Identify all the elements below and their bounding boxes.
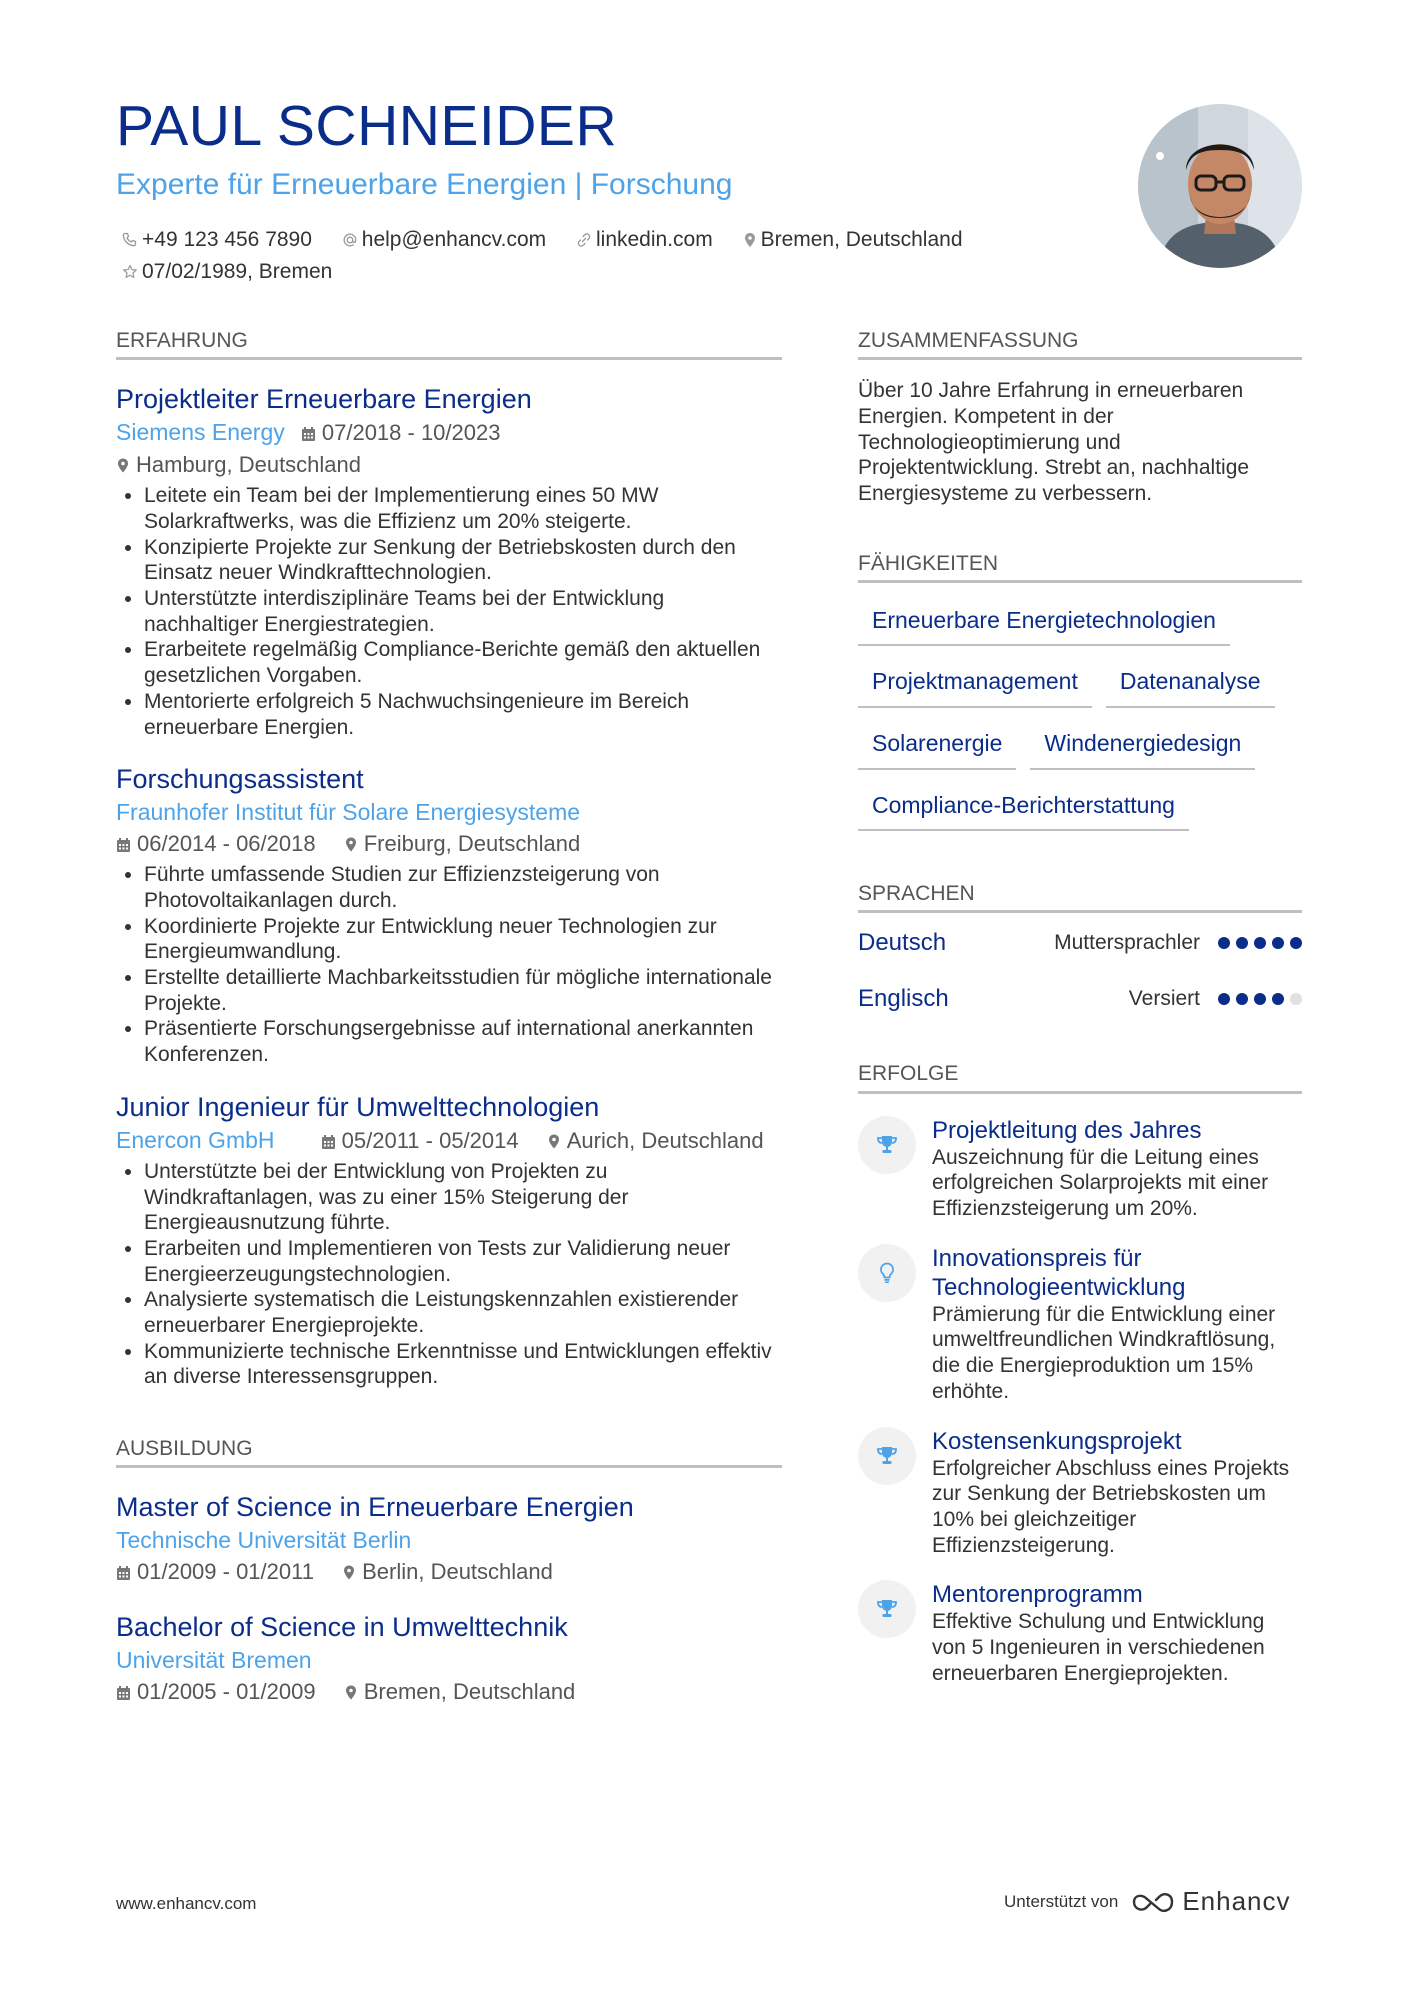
job-location-text: Hamburg, Deutschland: [136, 452, 362, 478]
job-location-text: Freiburg, Deutschland: [363, 831, 581, 857]
rating-dot-filled: [1218, 937, 1230, 949]
education-dates: [116, 1556, 314, 1588]
language-item: [858, 915, 1302, 971]
rating-dot-filled: [1254, 937, 1266, 949]
job-dates-text: 07/2018 - 10/2023: [321, 420, 501, 446]
calendar-icon: [116, 1565, 131, 1581]
location-pin-icon: [342, 1564, 356, 1581]
location-pin-icon: [344, 1684, 358, 1701]
education-dates-text: 01/2009 - 01/2011: [137, 1559, 314, 1585]
job-bullets: [116, 483, 782, 740]
job-location-text: Aurich, Deutschland: [566, 1127, 764, 1153]
star-icon: [122, 264, 138, 280]
bullet: • Kommunizierte technische Erkenntnisse und Entwicklungen effektiv an diverse Interessensgruppen.: [144, 1339, 782, 1390]
education-section-title: AUSBILDUNG: [116, 1436, 782, 1468]
phone-text: +49 123 456 7890: [142, 228, 312, 251]
bullet: • Unterstützte interdisziplinäre Teams bei der Entwicklung nachhaltiger Energiestrategien.: [144, 586, 782, 637]
rating-dot-filled: [1236, 993, 1248, 1005]
calendar-icon: [116, 1685, 131, 1701]
brand-name: Enhancv: [1182, 1886, 1291, 1916]
experience-section-title: ERFAHRUNG: [116, 328, 782, 360]
skill-tag: Projektmanagement: [858, 660, 1092, 708]
bullet: • Erstellte detaillierte Machbarkeitsstudien für mögliche internationale Projekte.: [144, 965, 782, 1016]
degree-title: Master of Science in Erneuerbare Energien: [116, 1492, 634, 1523]
rating-dot-filled: [1272, 993, 1284, 1005]
contact-phone: [122, 224, 312, 256]
job-title: Junior Ingenieur für Umwelttechnologien: [116, 1091, 600, 1122]
job-dates-text: 05/2011 - 05/2014: [341, 1127, 519, 1153]
company-name: Siemens Energy: [116, 419, 285, 446]
job-title: Projektleiter Erneuerbare Energien: [116, 384, 532, 415]
education-dates: [116, 1676, 316, 1708]
experience-item: [116, 382, 782, 740]
job-location: [116, 449, 361, 481]
job-location: [547, 1125, 764, 1157]
achievement-item: [858, 1580, 1302, 1686]
achievement-icon-wrap: [858, 1244, 916, 1302]
achievement-icon-wrap: [858, 1427, 916, 1485]
company-name: Fraunhofer Institut für Solare Energiesysteme: [116, 799, 581, 826]
enhancv-logo-icon: [1130, 1889, 1176, 1915]
footer-branding: [1004, 1886, 1291, 1917]
language-level: Muttersprachler: [1054, 931, 1200, 955]
job-meta: [116, 416, 782, 481]
bullet: • Leitete ein Team bei der Implementierung eines 50 MW Solarkraftwerks, was die Effizienz um 20% steigerte.: [144, 483, 782, 534]
language-name: Deutsch: [858, 929, 947, 957]
location-pin-icon: [116, 457, 130, 474]
education-meta: [116, 1524, 782, 1588]
job-title: Forschungsassistent: [116, 764, 364, 795]
achievement-title: Projektleitung des Jahres: [932, 1116, 1202, 1144]
linkedin-text: linkedin.com: [595, 228, 713, 251]
calendar-icon: [116, 837, 131, 853]
job-dates: [116, 828, 316, 860]
skill-tag: Windenergiedesign: [1030, 722, 1255, 770]
footer-website[interactable]: www.enhancv.com: [116, 1894, 257, 1913]
powered-by-text: Unterstützt von: [1004, 1891, 1119, 1911]
languages-section-title: SPRACHEN: [858, 881, 1302, 913]
degree-title: Bachelor of Science in Umwelttechnik: [116, 1612, 568, 1643]
rating-dot-filled: [1236, 937, 1248, 949]
contact-email[interactable]: [342, 224, 546, 256]
education-meta: [116, 1644, 782, 1708]
language-rating: [1218, 993, 1302, 1005]
right-column: [858, 328, 1302, 1686]
bullet: • Erarbeiten und Implementieren von Tests zur Validierung neuer Energieerzeugungstechnologien.: [144, 1236, 782, 1287]
lightbulb-icon: [879, 1262, 895, 1284]
location-pin-icon: [344, 836, 358, 853]
bullet: • Konzipierte Projekte zur Senkung der Betriebskosten durch den Einsatz neuer Windkrafttechnologien.: [144, 535, 782, 586]
languages-list: [858, 915, 1302, 1027]
language-name: Englisch: [858, 985, 949, 1013]
phone-icon: [122, 232, 138, 248]
left-column: [116, 328, 782, 1708]
candidate-headline: Experte für Erneuerbare Energien | Forschung: [116, 168, 733, 201]
education-location: [342, 1556, 553, 1588]
experience-item: [116, 1090, 782, 1390]
contact-location: [743, 224, 963, 256]
skill-tag: Datenanalyse: [1106, 660, 1275, 708]
achievement-icon-wrap: [858, 1116, 916, 1174]
skills-section-title: FÄHIGKEITEN: [858, 551, 1302, 583]
education-location-text: Berlin, Deutschland: [362, 1559, 553, 1585]
contact-info: [122, 224, 1082, 288]
skills-list: [858, 599, 1302, 845]
trophy-icon: [876, 1599, 898, 1619]
achievements-section-title: ERFOLGE: [858, 1061, 1302, 1093]
achievement-title: Kostensenkungsprojekt: [932, 1427, 1182, 1455]
education-item: [116, 1490, 782, 1588]
job-meta: [116, 796, 782, 860]
achievement-icon-wrap: [858, 1580, 916, 1638]
location-pin-icon: [743, 232, 757, 248]
job-bullets: [116, 862, 782, 1068]
rating-dot-filled: [1254, 993, 1266, 1005]
education-dates-text: 01/2005 - 01/2009: [137, 1679, 316, 1705]
email-text: help@enhancv.com: [361, 228, 547, 251]
bullet: • Präsentierte Forschungsergebnisse auf international anerkannten Konferenzen.: [144, 1016, 782, 1067]
bullet: • Unterstützte bei der Entwicklung von Projekten zu Windkraftanlagen, was zu einer 15% Steigerung der Energieausnutzung führte.: [144, 1159, 782, 1236]
skill-tag: Erneuerbare Energietechnologien: [858, 599, 1230, 647]
achievement-title: Innovationspreis für Technologieentwicklung: [932, 1244, 1186, 1301]
contact-birth: [122, 256, 332, 288]
summary-section-title: ZUSAMMENFASSUNG: [858, 328, 1302, 360]
job-bullets: [116, 1159, 782, 1390]
location-pin-icon: [547, 1133, 561, 1150]
job-meta: [116, 1124, 782, 1157]
birth-text: 07/02/1989, Bremen: [142, 260, 333, 283]
school-name: Technische Universität Berlin: [116, 1527, 412, 1554]
rating-dot-filled: [1290, 937, 1302, 949]
achievement-desc: Effektive Schulung und Entwicklung von 5 Ingenieuren in verschiedenen erneuerbaren Energieprojekten.: [932, 1610, 1265, 1685]
bullet: • Koordinierte Projekte zur Entwicklung neuer Technologien zur Energieumwandlung.: [144, 914, 782, 965]
experience-item: [116, 762, 782, 1068]
trophy-icon: [876, 1446, 898, 1466]
candidate-name: PAUL SCHNEIDER: [116, 94, 618, 158]
language-level: Versiert: [1128, 987, 1200, 1011]
skill-tag: Compliance-Berichterstattung: [858, 784, 1189, 832]
education-location-text: Bremen, Deutschland: [363, 1679, 576, 1705]
achievement-desc: Auszeichnung für die Leitung eines erfolgreichen Solarprojekts mit einer Effizienzsteigerung um 20%.: [932, 1145, 1269, 1221]
education-location: [344, 1676, 576, 1708]
skill-tag: Solarenergie: [858, 722, 1016, 770]
achievement-title: Mentorenprogramm: [932, 1581, 1143, 1609]
education-item: [116, 1610, 782, 1708]
link-icon: [576, 232, 592, 248]
calendar-icon: [301, 426, 316, 442]
achievement-item: [858, 1244, 1302, 1405]
achievement-item: [858, 1116, 1302, 1222]
contact-linkedin[interactable]: [576, 224, 713, 256]
school-name: Universität Bremen: [116, 1647, 312, 1674]
company-name: Enercon GmbH: [116, 1126, 275, 1153]
job-location: [344, 828, 580, 860]
bullet: • Führte umfassende Studien zur Effizienzsteigerung von Photovoltaikanlagen durch.: [144, 862, 782, 913]
calendar-icon: [321, 1134, 336, 1150]
job-dates: [321, 1125, 519, 1157]
trophy-icon: [876, 1135, 898, 1155]
achievement-desc: Prämierung für die Entwicklung einer umweltfreundlichen Windkraftlösung, die die Energieproduktion um 15% erhöhte.: [932, 1302, 1276, 1403]
job-dates: [301, 417, 501, 449]
achievement-item: [858, 1427, 1302, 1559]
bullet: • Analysierte systematisch die Leistungskennzahlen existierender erneuerbarer Energieprojekte.: [144, 1287, 782, 1338]
language-item: [858, 971, 1302, 1027]
rating-dot-empty: [1290, 993, 1302, 1005]
bullet: • Mentorierte erfolgreich 5 Nachwuchsingenieure im Bereich erneuerbare Energien.: [144, 689, 782, 740]
location-text: Bremen, Deutschland: [760, 228, 963, 251]
bullet: • Erarbeitete regelmäßig Compliance-Berichte gemäß den aktuellen gesetzlichen Vorgaben.: [144, 637, 782, 688]
summary-text: Über 10 Jahre Erfahrung in erneuerbaren Energien. Kompetent in der Technologieoptimierung und Projektentwicklung. Strebt an, nachhaltige Energiesysteme zu verbessern.: [858, 379, 1250, 505]
language-rating: [1218, 937, 1302, 949]
profile-photo: [1138, 104, 1302, 268]
rating-dot-filled: [1272, 937, 1284, 949]
rating-dot-filled: [1218, 993, 1230, 1005]
avatar: [1138, 104, 1302, 268]
achievement-desc: Erfolgreicher Abschluss eines Projekts zur Senkung der Betriebskosten um 10% bei gleichzeitiger Effizienzsteigerung.: [932, 1456, 1290, 1557]
at-icon: [342, 232, 358, 248]
job-dates-text: 06/2014 - 06/2018: [137, 831, 316, 857]
